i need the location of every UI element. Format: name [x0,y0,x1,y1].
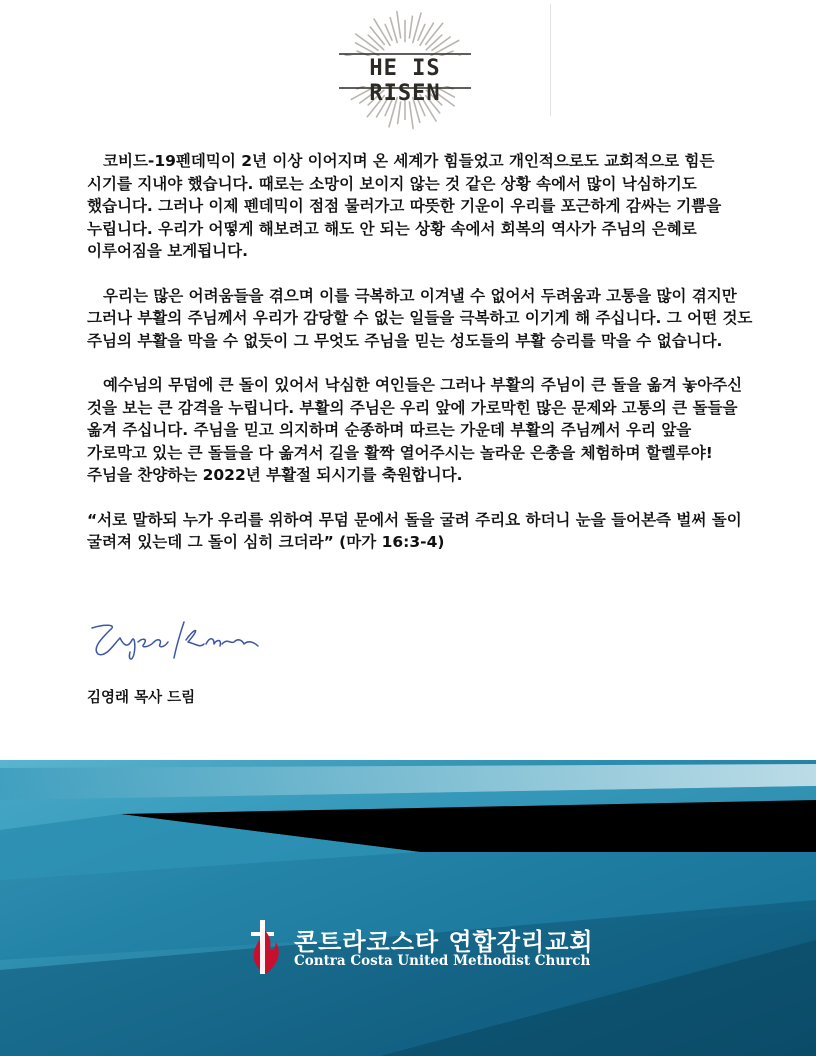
signer-name: 김영래 목사 드림 [87,690,196,706]
sun-ray [368,35,384,50]
scripture-quote: “서로 말하되 누가 우리를 위하여 무덤 문에서 돌을 굴려 주리요 하더니 눈을 들어본즉 벌써 돌이 굴려져 있는데 그 돌이 심히 크더라” (마가 16:3-4) [87,510,742,551]
handwritten-signature [84,614,294,666]
church-name-english: Contra Costa United Methodist Church [294,953,591,969]
sun-ray [397,12,401,38]
sun-ray [370,27,384,44]
he-is-risen-logo [333,8,477,132]
cross-and-flame-icon [248,918,282,976]
letter-body [87,150,755,554]
sun-ray [409,16,412,38]
footer-background [0,760,816,1056]
paragraph-1: 코비드-19펜데믹이 2년 이상 이어지며 온 세계가 힘들었고 개인적으로도 교회적으로 힘든 시기를 지내야 했습니다. 때로는 소망이 보이지 않는 것 같은 상황 속에서 많이 낙심하기도 했습니다. 그러나 이제 펜데믹이 점점 물러가고 따뜻한 기운이 우리를 포근하게 감싸는 기쁨을 누립니다. 우리가 어떻게 해보려고 해도 안 되는 상황 속에서 회복의 역사가 주님의 은혜로 이루어짐을 보게됩니다. [87,152,722,260]
logo-text: HE IS RISEN [369,56,441,106]
top-divider [550,4,551,116]
sun-ray [426,35,442,50]
paragraph-3: 예수님의 무덤에 큰 돌이 있어서 낙심한 여인들은 그러나 부활의 주님이 큰 돌을 옮겨 놓아주신 것을 보는 큰 감격을 누립니다. 부활의 주님은 우리 앞에 가로막힌 많은 문제와 고통의 큰 돌들을 옮겨 주십니다. 주님을 믿고 의지하며 순종하며 따르는 가운데 부활의 주님께서 우리 앞을 가로막고 있는 큰 돌들을 다 옮겨서 길을 활짝 열어주시는 놀라운 은총을 체험하며 할렐루야! 주님을 찬양하는 2022년 부활절 되시기를 축원합니다. [87,376,743,484]
church-name-korean: 콘트라코스타 연합감리교회 [294,927,594,956]
paragraph-2: 우리는 많은 어려움들을 겪으며 이를 극복하고 이겨낼 수 없어서 두려움과 고통을 많이 겪지만 그러나 부활의 주님께서 우리가 감당할 수 없는 일들을 극복하고 이기게 해 주십니다. 그 어떤 것도 주님의 부활을 막을 수 없듯이 그 무엇도 주님을 믿는 성도들의 부활 승리를 막을 수 없습니다. [87,286,753,350]
sun-ray [432,37,450,50]
footer-banner [0,760,816,1056]
